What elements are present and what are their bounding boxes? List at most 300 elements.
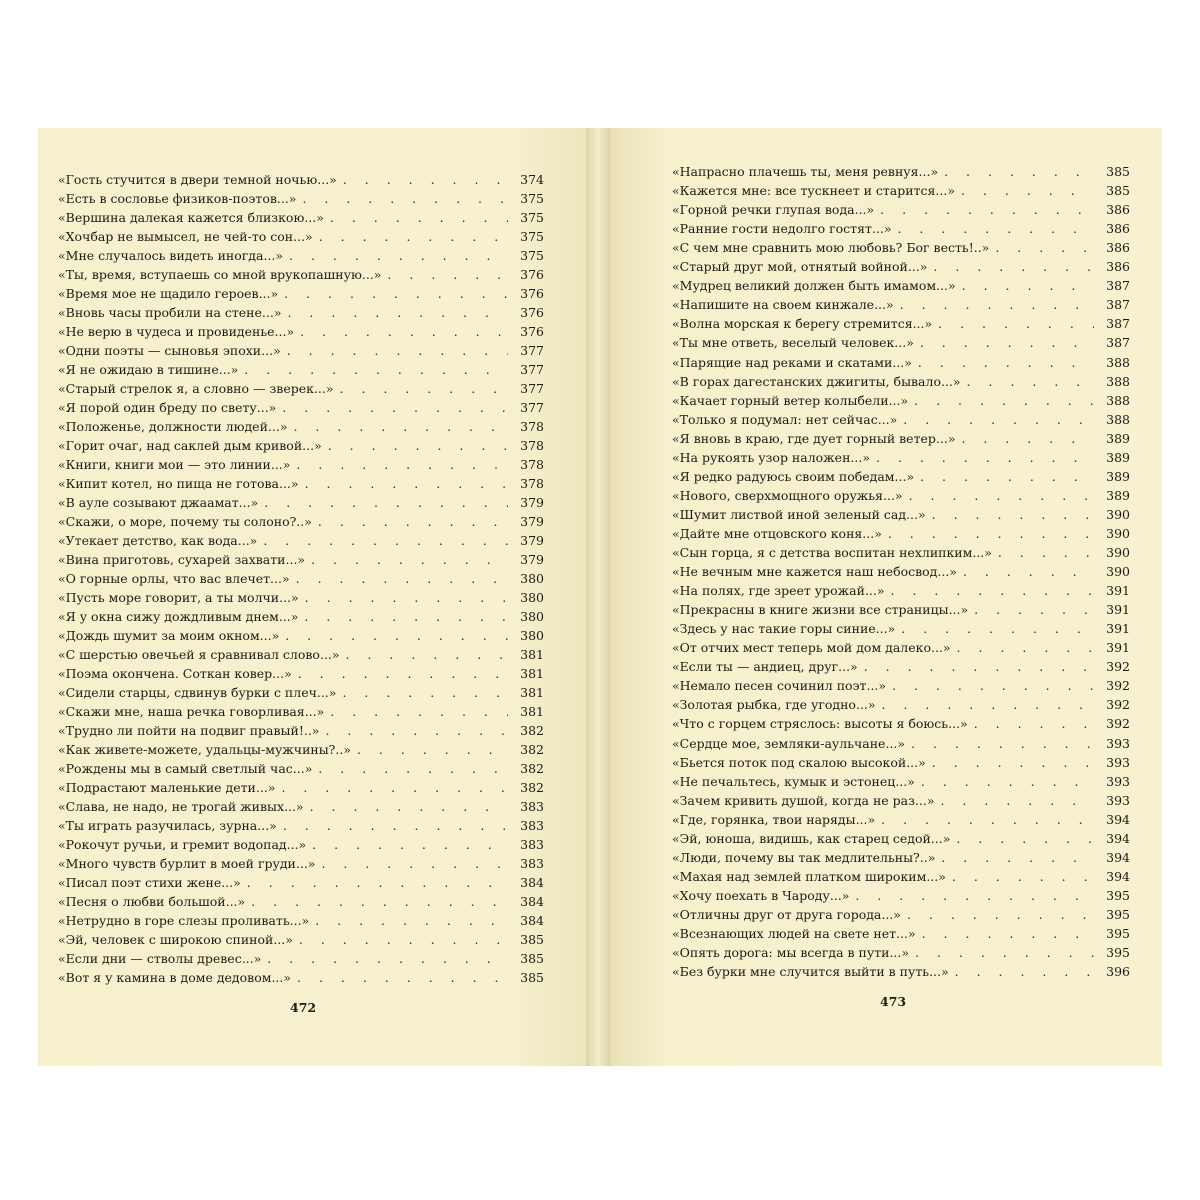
toc-entry-title: «Горит очаг, над саклей дым кривой...» <box>58 438 322 453</box>
toc-entry-page: 395 <box>1106 887 1130 903</box>
toc-entry <box>672 562 1130 581</box>
toc-entry <box>58 797 544 816</box>
toc-entry-page: 380 <box>520 609 544 624</box>
toc-entry <box>672 886 1130 905</box>
dot-leader <box>304 607 508 626</box>
toc-entry-title: «Не печальтесь, кумык и эстонец...» <box>672 773 915 789</box>
toc-entry-page: 375 <box>520 210 544 225</box>
toc-entry-title: «На рукоять узор наложен...» <box>672 449 870 465</box>
dot-leader <box>920 333 1094 352</box>
toc-entry-title: «На полях, где зреет урожай...» <box>672 583 885 599</box>
toc-entry <box>672 391 1130 410</box>
toc-entry-title: «Хочбар не вымысел, не чей-то сон...» <box>58 229 313 244</box>
toc-entry <box>672 524 1130 543</box>
dot-leader <box>974 600 1094 619</box>
toc-entry <box>58 569 544 588</box>
dot-leader <box>298 664 508 683</box>
toc-entry-page: 386 <box>1106 202 1130 218</box>
toc-entry-title: «Хочу поехать в Чароду...» <box>672 887 850 903</box>
toc-entry-title: «Эй, юноша, видишь, как старец седой...» <box>672 830 951 846</box>
toc-entry-title: «Я порой один бреду по свету...» <box>58 400 277 415</box>
toc-entry-page: 391 <box>1106 602 1130 618</box>
toc-entry-title: «Не вечным мне кажется наш небосвод...» <box>672 564 957 580</box>
toc-entry <box>672 162 1130 181</box>
toc-entry <box>672 962 1130 981</box>
toc-entry-page: 391 <box>1106 583 1130 599</box>
toc-entry-page: 383 <box>520 837 544 852</box>
dot-leader <box>864 657 1094 676</box>
toc-entry-page: 388 <box>1106 373 1130 389</box>
toc-entry-title: «Горной речки глупая вода...» <box>672 202 875 218</box>
toc-entry-title: «Как живете-можете, удальцы-мужчины?..» <box>58 742 351 757</box>
toc-entry-page: 394 <box>1106 849 1130 865</box>
dot-leader <box>263 531 508 550</box>
toc-entry-page: 383 <box>520 818 544 833</box>
dot-leader <box>938 314 1094 333</box>
dot-leader <box>897 219 1094 238</box>
toc-list-right <box>610 128 1162 1066</box>
dot-leader <box>285 626 508 645</box>
toc-entry <box>672 276 1130 295</box>
toc-entry-title: «Слава, не надо, не трогай живых...» <box>58 799 304 814</box>
toc-entry-title: «Есть в сословье физиков-поэтов...» <box>58 191 297 206</box>
toc-entry-page: 385 <box>520 951 544 966</box>
toc-entry <box>58 873 544 892</box>
toc-entry-title: «Утекает детство, как вода...» <box>58 533 258 548</box>
toc-entry-title: «Люди, почему вы так медлительны?..» <box>672 849 936 865</box>
toc-entry <box>672 829 1130 848</box>
toc-entry-page: 382 <box>520 761 544 776</box>
toc-entry-title: «Напрасно плачешь ты, меня ревнуя...» <box>672 164 939 179</box>
toc-entry <box>672 791 1130 810</box>
toc-entry-page: 388 <box>1106 411 1130 427</box>
dot-leader <box>296 455 508 474</box>
dot-leader <box>892 676 1094 695</box>
toc-entry-title: «Одни поэты — сыновья эпохи...» <box>58 343 281 358</box>
toc-entry-title: «Дождь шумит за моим окном...» <box>58 628 280 643</box>
toc-entry-page: 381 <box>520 685 544 700</box>
toc-entry-title: «Время мое не щадило героев...» <box>58 286 279 301</box>
toc-entry <box>58 360 544 379</box>
toc-entry-title: «Трудно ли пойти на подвиг правый!..» <box>58 723 320 738</box>
toc-entry-title: «Кипит котел, но пища не готова...» <box>58 476 299 491</box>
toc-entry-page: 378 <box>520 419 544 434</box>
toc-entry-title: «От отчих мест теперь мой дом далеко...» <box>672 640 951 656</box>
toc-entry <box>672 372 1130 391</box>
dot-leader <box>955 962 1094 981</box>
dot-leader <box>907 905 1094 924</box>
toc-entry-title: «С чем мне сравнить мою любовь? Бог весть!..» <box>672 240 990 256</box>
toc-entry <box>672 867 1130 886</box>
book-spread <box>38 128 1162 1066</box>
toc-entry-title: «Что с горцем стряслось: высоты я боюсь...» <box>672 716 968 732</box>
dot-leader <box>957 638 1094 657</box>
dot-leader <box>305 474 508 493</box>
toc-entry-title: «Положенье, должности людей...» <box>58 419 288 434</box>
dot-leader <box>297 968 508 987</box>
toc-entry-page: 380 <box>520 590 544 605</box>
toc-entry <box>672 486 1130 505</box>
toc-entry <box>672 181 1130 200</box>
dot-leader <box>244 360 508 379</box>
toc-entry-page: 386 <box>1106 221 1130 237</box>
toc-entry-title: «Парящие над реками и скатами...» <box>672 354 912 370</box>
toc-entry-title: «Кажется мне: все тускнеет и старится...» <box>672 183 955 199</box>
toc-entry <box>58 588 544 607</box>
toc-entry-title: «Старый стрелок я, а словно — зверек...» <box>58 381 334 396</box>
toc-entry-page: 379 <box>520 533 544 548</box>
toc-entry <box>58 835 544 854</box>
dot-leader <box>900 295 1094 314</box>
toc-entry <box>58 645 544 664</box>
toc-entry <box>58 227 544 246</box>
toc-entry <box>58 892 544 911</box>
toc-entry <box>58 474 544 493</box>
dot-leader <box>918 353 1094 372</box>
toc-entry <box>672 448 1130 467</box>
toc-entry <box>58 379 544 398</box>
toc-entry-title: «Опять дорога: мы всегда в пути...» <box>672 945 910 961</box>
toc-entry-page: 393 <box>1106 735 1130 751</box>
toc-entry-page: 389 <box>1106 487 1130 503</box>
toc-entry-page: 380 <box>520 571 544 586</box>
dot-leader <box>881 810 1094 829</box>
toc-entry <box>58 208 544 227</box>
dot-leader <box>944 162 1094 181</box>
toc-entry <box>58 417 544 436</box>
dot-leader <box>909 486 1094 505</box>
dot-leader <box>387 265 508 284</box>
toc-entry-title: «Книги, книги мои — это линии...» <box>58 457 291 472</box>
toc-entry-page: 388 <box>1106 354 1130 370</box>
dot-leader <box>318 759 508 778</box>
toc-entry <box>672 734 1130 753</box>
toc-entry-title: «Сидели старцы, сдвинув бурки с плеч...» <box>58 685 337 700</box>
toc-entry <box>58 683 544 702</box>
dot-leader <box>346 645 508 664</box>
toc-entry <box>58 455 544 474</box>
toc-entry-page: 389 <box>1106 468 1130 484</box>
dot-leader <box>961 429 1094 448</box>
dot-leader <box>282 398 508 417</box>
dot-leader <box>888 524 1094 543</box>
toc-list-left <box>38 128 586 1066</box>
toc-entry <box>58 664 544 683</box>
toc-entry-page: 385 <box>520 932 544 947</box>
dot-leader <box>921 772 1094 791</box>
toc-entry-title: «С шерстью овечьей я сравнивал слово...» <box>58 647 340 662</box>
toc-entry <box>672 353 1130 372</box>
dot-leader <box>296 569 508 588</box>
toc-entry-title: «Только я подумал: нет сейчас...» <box>672 411 898 427</box>
dot-leader <box>901 619 1094 638</box>
toc-entry-page: 392 <box>1106 659 1130 675</box>
toc-entry-page: 379 <box>520 514 544 529</box>
toc-entry-title: «Эй, человек с широкою спиной...» <box>58 932 293 947</box>
toc-entry <box>58 949 544 968</box>
toc-entry-page: 380 <box>520 628 544 643</box>
toc-entry <box>672 543 1130 562</box>
toc-entry-title: «Качает горный ветер колыбели...» <box>672 392 909 408</box>
dot-leader <box>357 740 508 759</box>
toc-entry-page: 395 <box>1106 906 1130 922</box>
toc-entry-title: «Рокочут ручьи, и гремит водопад...» <box>58 837 307 852</box>
toc-entry-page: 381 <box>520 647 544 662</box>
toc-entry <box>672 695 1130 714</box>
toc-entry-page: 390 <box>1106 525 1130 541</box>
toc-entry-page: 387 <box>1106 316 1130 332</box>
toc-entry-title: «Прекрасны в книге жизни все страницы...» <box>672 602 969 618</box>
toc-entry-page: 392 <box>1106 697 1130 713</box>
toc-entry-title: «Поэма окончена. Соткан ковер...» <box>58 666 292 681</box>
toc-entry-page: 384 <box>520 913 544 928</box>
dot-leader <box>920 467 1094 486</box>
toc-entry <box>58 930 544 949</box>
toc-entry <box>58 911 544 930</box>
toc-entry <box>672 848 1130 867</box>
toc-entry-page: 392 <box>1106 678 1130 694</box>
page-number-left: 472 <box>290 1000 317 1015</box>
dot-leader <box>962 276 1094 295</box>
toc-entry <box>58 322 544 341</box>
toc-entry-title: «Вот я у камина в доме дедовом...» <box>58 970 292 985</box>
toc-entry <box>58 721 544 740</box>
toc-entry-title: «Пусть море говорит, а ты молчи...» <box>58 590 299 605</box>
dot-leader <box>247 873 508 892</box>
dot-leader <box>342 683 508 702</box>
toc-entry <box>672 505 1130 524</box>
dot-leader <box>967 372 1094 391</box>
toc-entry-page: 386 <box>1106 259 1130 275</box>
dot-leader <box>998 543 1094 562</box>
toc-entry-title: «Рождены мы в самый светлый час...» <box>58 761 313 776</box>
dot-leader <box>281 778 508 797</box>
toc-entry <box>672 905 1130 924</box>
dot-leader <box>311 550 508 569</box>
toc-entry-page: 385 <box>1106 164 1130 179</box>
toc-entry-title: «Ты мне ответь, веселый человек...» <box>672 335 914 351</box>
toc-entry-title: «Я редко радуюсь своим победам...» <box>672 468 915 484</box>
toc-entry-title: «Гость стучится в двери темной ночью...» <box>58 172 337 187</box>
toc-entry <box>672 581 1130 600</box>
toc-entry-title: «Вершина далекая кажется близкою...» <box>58 210 324 225</box>
dot-leader <box>328 436 508 455</box>
toc-entry-page: 390 <box>1106 545 1130 560</box>
toc-entry <box>672 219 1130 238</box>
dot-leader <box>299 930 508 949</box>
toc-entry-title: «Скажи, о море, почему ты солоно?..» <box>58 514 312 529</box>
toc-entry <box>672 638 1130 657</box>
toc-entry-page: 377 <box>520 343 544 358</box>
dot-leader <box>284 284 508 303</box>
toc-entry <box>58 303 544 322</box>
toc-entry-title: «Махая над землей платком широким...» <box>672 868 946 884</box>
toc-entry <box>58 759 544 778</box>
toc-entry-title: «Писал поэт стихи жене...» <box>58 875 241 890</box>
book-gutter <box>586 128 610 1066</box>
toc-entry <box>58 854 544 873</box>
dot-leader <box>922 924 1094 943</box>
toc-entry-title: «Зачем кривить душой, когда не раз...» <box>672 792 935 808</box>
toc-entry-page: 395 <box>1106 945 1130 961</box>
toc-entry-title: «Сын горца, я с детства воспитан нехлипким...» <box>672 545 992 560</box>
dot-leader <box>251 892 508 911</box>
dot-leader <box>911 734 1094 753</box>
toc-entry <box>672 200 1130 219</box>
dot-leader <box>312 835 508 854</box>
toc-entry <box>58 512 544 531</box>
toc-entry-title: «Вина приготовь, сухарей захвати...» <box>58 552 306 567</box>
toc-entry <box>58 778 544 797</box>
toc-entry-title: «Напишите на своем кинжале...» <box>672 297 894 313</box>
toc-entry-page: 383 <box>520 856 544 871</box>
toc-entry <box>672 467 1130 486</box>
toc-entry <box>58 531 544 550</box>
dot-leader <box>880 200 1094 219</box>
dot-leader <box>995 238 1094 257</box>
toc-entry-title: «Мне случалось видеть иногда...» <box>58 248 284 263</box>
dot-leader <box>882 695 1094 714</box>
toc-entry-page: 394 <box>1106 811 1130 827</box>
toc-entry-title: «Ты, время, вступаешь со мной врукопашную...» <box>58 267 382 282</box>
dot-leader <box>855 886 1094 905</box>
toc-entry <box>58 493 544 512</box>
toc-entry <box>672 257 1130 276</box>
dot-leader <box>956 829 1094 848</box>
toc-entry <box>58 702 544 721</box>
toc-entry-page: 378 <box>520 457 544 472</box>
toc-entry <box>672 657 1130 676</box>
toc-entry <box>58 968 544 987</box>
dot-leader <box>933 257 1094 276</box>
toc-entry-title: «Где, горянка, твои наряды...» <box>672 811 876 827</box>
toc-entry-title: «Нового, сверхмощного оружья...» <box>672 487 903 503</box>
dot-leader <box>940 791 1094 810</box>
dot-leader <box>300 322 508 341</box>
dot-leader <box>319 227 508 246</box>
toc-entry-page: 387 <box>1106 278 1130 294</box>
dot-leader <box>340 379 508 398</box>
toc-entry <box>672 429 1130 448</box>
toc-entry-page: 386 <box>1106 240 1130 256</box>
toc-entry-title: «Ранние гости недолго гостят...» <box>672 221 892 237</box>
toc-entry <box>672 238 1130 257</box>
toc-entry-page: 375 <box>520 229 544 244</box>
dot-leader <box>267 949 508 968</box>
toc-entry-page: 387 <box>1106 297 1130 313</box>
toc-entry-title: «Ты играть разучилась, зурна...» <box>58 818 277 833</box>
toc-entry-page: 393 <box>1106 792 1130 808</box>
toc-entry-title: «Немало песен сочинил поэт...» <box>672 678 887 694</box>
dot-leader <box>310 797 508 816</box>
toc-entry <box>672 753 1130 772</box>
toc-entry-page: 392 <box>1106 716 1130 732</box>
toc-entry-page: 376 <box>520 305 544 320</box>
toc-entry-title: «Песня о любви большой...» <box>58 894 246 909</box>
toc-entry-title: «Золотая рыбка, где угодно...» <box>672 697 876 713</box>
dot-leader <box>315 911 508 930</box>
dot-leader <box>305 588 508 607</box>
toc-entry <box>672 772 1130 791</box>
toc-entry <box>672 676 1130 695</box>
dot-leader <box>932 505 1094 524</box>
dot-leader <box>264 493 508 512</box>
dot-leader <box>318 512 508 531</box>
toc-entry-page: 375 <box>520 248 544 263</box>
toc-entry <box>58 189 544 208</box>
toc-entry-page: 387 <box>1106 335 1130 351</box>
toc-entry <box>672 924 1130 943</box>
toc-entry-title: «Вновь часы пробили на стене...» <box>58 305 282 320</box>
toc-entry <box>58 626 544 645</box>
dot-leader <box>961 181 1094 200</box>
toc-entry <box>58 284 544 303</box>
right-page <box>610 128 1162 1066</box>
toc-entry <box>58 436 544 455</box>
dot-leader <box>325 721 508 740</box>
toc-entry-title: «Много чувств бурлит в моей груди...» <box>58 856 316 871</box>
page-number-right: 473 <box>880 994 907 1009</box>
toc-entry-title: «Я у окна сижу дождливым днем...» <box>58 609 299 624</box>
toc-entry-page: 376 <box>520 286 544 301</box>
toc-entry-page: 385 <box>1106 183 1130 199</box>
toc-entry <box>58 740 544 759</box>
toc-entry-title: «Если дни — стволы древес...» <box>58 951 262 966</box>
toc-entry-title: «Волна морская к берегу стремится...» <box>672 316 933 332</box>
dot-leader <box>974 714 1094 733</box>
toc-entry <box>58 265 544 284</box>
toc-entry <box>672 600 1130 619</box>
toc-entry-page: 390 <box>1106 564 1130 580</box>
toc-entry <box>58 816 544 835</box>
toc-entry <box>672 714 1130 733</box>
toc-entry-title: «Здесь у нас такие горы синие...» <box>672 621 896 637</box>
dot-leader <box>289 246 508 265</box>
toc-entry-page: 382 <box>520 742 544 757</box>
toc-entry <box>58 170 544 189</box>
toc-entry-page: 385 <box>520 970 544 985</box>
toc-entry <box>672 619 1130 638</box>
dot-leader <box>287 303 508 322</box>
toc-entry-title: «Мудрец великий должен быть имамом...» <box>672 278 956 294</box>
toc-entry-page: 393 <box>1106 754 1130 770</box>
dot-leader <box>330 702 508 721</box>
left-page <box>38 128 586 1066</box>
toc-entry-page: 395 <box>1106 926 1130 941</box>
dot-leader <box>321 854 508 873</box>
toc-entry-page: 382 <box>520 723 544 738</box>
toc-entry-page: 396 <box>1106 964 1130 980</box>
toc-entry-page: 390 <box>1106 506 1130 522</box>
toc-entry-page: 376 <box>520 267 544 282</box>
toc-entry-page: 394 <box>1106 868 1130 884</box>
toc-entry-title: «Бьется поток под скалою высокой...» <box>672 754 926 770</box>
toc-entry <box>58 607 544 626</box>
toc-entry-title: «Подрастают маленькие дети...» <box>58 780 276 795</box>
toc-entry-title: «Шумит листвой иной зеленый сад...» <box>672 506 926 522</box>
dot-leader <box>941 848 1094 867</box>
dot-leader <box>293 417 508 436</box>
toc-entry-title: «Сердце мое, земляки-аульчане...» <box>672 735 906 751</box>
toc-entry-title: «О горные орлы, что вас влечет...» <box>58 571 290 586</box>
toc-entry-title: «Отличны друг от друга города...» <box>672 906 901 922</box>
toc-entry-page: 376 <box>520 324 544 339</box>
toc-entry-page: 393 <box>1106 773 1130 789</box>
toc-entry-title: «Старый друг мой, отнятый войной...» <box>672 259 928 275</box>
toc-entry <box>672 943 1130 962</box>
dot-leader <box>343 170 508 189</box>
toc-entry <box>672 810 1130 829</box>
